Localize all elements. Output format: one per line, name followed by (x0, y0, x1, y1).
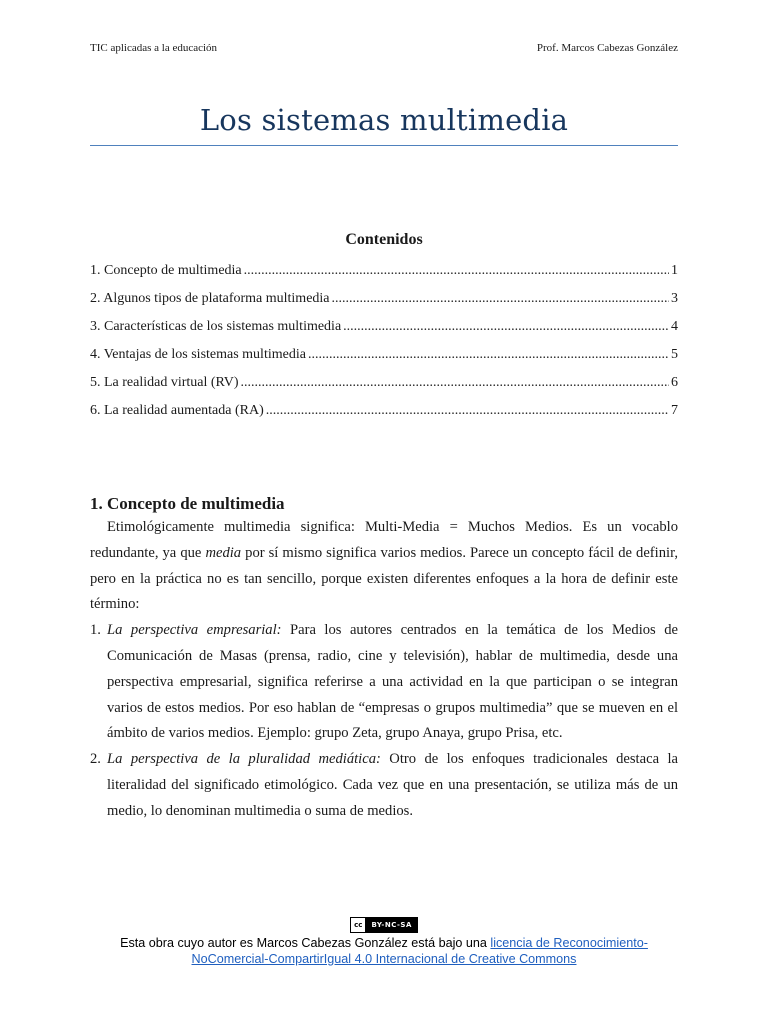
license-footer (90, 915, 678, 967)
toc-item-label: 5. La realidad virtual (RV) (90, 375, 239, 390)
cc-badge-right: BY-NC-SA (366, 918, 416, 932)
toc-leader (332, 291, 669, 307)
toc-leader (308, 347, 669, 363)
list-item (90, 747, 678, 824)
toc-item[interactable] (90, 375, 678, 403)
toc-item-label: 6. La realidad aumentada (RA) (90, 403, 264, 418)
list-description: Otro de los enfoques tradicionales destaca la literalidad del significado etimológico. Cada vez que en una presentación, se utiliza más de un medio, lo denominan multimedia o suma de medios. (107, 751, 678, 819)
toc-leader (266, 403, 669, 419)
cc-badge-left: cc (351, 918, 366, 932)
toc-item-page: 3 (671, 291, 678, 306)
page-header (90, 42, 678, 54)
toc-heading: Contenidos (345, 231, 423, 248)
toc-item-page: 4 (671, 319, 678, 334)
section-body (90, 515, 678, 825)
page-title: Los sistemas multimedia (199, 103, 569, 137)
toc-leader (241, 375, 669, 391)
list-number: 2. (90, 751, 101, 768)
intro-emphasis: media (205, 544, 242, 561)
toc-item[interactable] (90, 319, 678, 347)
list-term: La perspectiva de la pluralidad mediática: (107, 751, 381, 768)
intro-text-a: Etimológicamente multimedia significa: Multi-Media = Muchos Medios. Es un vocablo redundante, ya que (90, 519, 678, 561)
list-item (90, 618, 678, 747)
license-text: Esta obra cuyo autor es Marcos Cabezas González está bajo una (120, 936, 491, 950)
toc-item[interactable] (90, 347, 678, 375)
toc-item[interactable] (90, 263, 678, 291)
list-description: Para los autores centrados en la temática de los Medios de Comunicación de Masas (prensa, radio, cine y televisión), hablar de multimedia, desde una perspectiva empresarial, significa referirse a una actividad en la que participan o se integran varios de estos medios. Por eso hablan de “empresas o grupos multimedia” que se mueven en el ámbito de varios medios. Ejemplo: grupo Zeta, grupo Anaya, grupo Prisa, etc. (107, 622, 679, 742)
header-author: Prof. Marcos Cabezas González (536, 42, 678, 54)
toc-item-page: 7 (671, 403, 678, 418)
intro-paragraph (90, 515, 678, 618)
title-divider (90, 145, 678, 146)
cc-icon (350, 917, 418, 933)
section-heading: 1. Concepto de multimedia (90, 494, 285, 513)
toc-item-label: 1. Concepto de multimedia (90, 263, 242, 278)
toc-item-page: 5 (671, 347, 678, 362)
toc-item[interactable] (90, 403, 678, 431)
toc-leader (343, 319, 669, 335)
toc-item-page: 6 (671, 375, 678, 390)
list-text (107, 747, 678, 824)
toc-item[interactable] (90, 291, 678, 319)
intro-text-b: por sí mismo significa varios medios. Parece un concepto fácil de definir, pero en la práctica no es tan sencillo, porque existen diferentes enfoques a la hora de definir este término: (90, 544, 678, 613)
toc-item-label: 2. Algunos tipos de plataforma multimedia (90, 291, 330, 306)
list-term: La perspectiva empresarial: (107, 622, 282, 639)
list-number: 1. (90, 622, 101, 639)
header-course: TIC aplicadas a la educación (90, 42, 218, 54)
table-of-contents (90, 263, 678, 431)
toc-item-label: 3. Características de los sistemas multimedia (90, 319, 342, 334)
toc-item-page: 1 (671, 263, 678, 278)
cc-license-badge[interactable] (90, 915, 678, 934)
list-text (107, 618, 678, 747)
license-link[interactable]: licencia de Reconocimiento-NoComercial-CompartirIgual 4.0 Internacional de Creative Commons (191, 936, 648, 966)
toc-leader (244, 263, 669, 279)
toc-item-label: 4. Ventajas de los sistemas multimedia (90, 347, 306, 362)
